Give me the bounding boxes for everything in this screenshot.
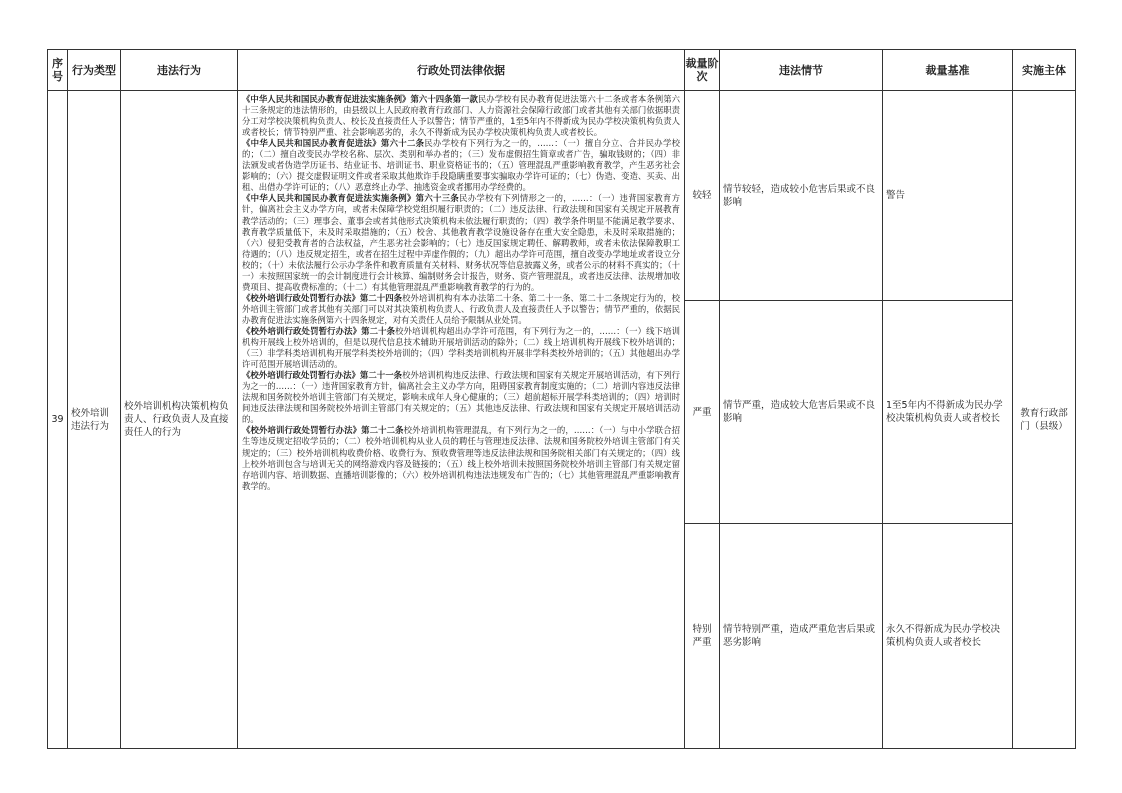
penalty-table (47, 49, 1076, 749)
subject-cell: 教育行政部门（县级） (1013, 91, 1076, 749)
seq-cell: 39 (48, 91, 68, 749)
circ-cell: 情节特别严重，造成严重危害后果或恶劣影响 (720, 524, 883, 749)
basis-item (242, 193, 680, 292)
circ-cell: 情节较轻，造成较小危害后果或不良影响 (720, 91, 883, 301)
basis-title: 《中华人民共和国民办教育促进法实施条例》第六十四条第一款 (242, 94, 478, 104)
basis-title: 《中华人民共和国民办教育促进法》第六十二条 (242, 138, 425, 149)
basis-title: 《校外培训行政处罚暂行办法》第二十二条 (242, 425, 404, 436)
circ-cell: 情节严重，造成较大危害后果或不良影响 (720, 301, 883, 524)
header-standard: 裁量基准 (883, 50, 1013, 91)
basis-text: 校外培训机构管理混乱，有下列行为之一的，……：（一）与中小学联合招生等违反规定招收学员的；（二）校外培训机构从业人员的聘任与管理违反法律、法规和国务院校外培训主管部门有关规定的；（三）校外培训机构收费价格、收费行为、预收费管理等违反法律法规和国务院相关部门有关规定的；（四）线上校外培训包含与培训无关的网络游戏内容及链接的；（五）线上校外培训未按照国务院校外培训主管部门有关规定留存培训内容、培训数据、直播培训影像的；（六）校外培训机构违法违规发布广告的；（七）其他管理混乱严重影响教育教学的。 (242, 425, 680, 491)
standard-cell: 警告 (883, 91, 1013, 301)
standard-cell: 1至5年内不得新成为民办学校决策机构负责人或者校长 (883, 301, 1013, 524)
header-level: 裁量阶次 (685, 50, 720, 91)
basis-title: 《校外培训行政处罚暂行办法》第二十条 (242, 325, 396, 336)
basis-item (242, 293, 680, 326)
act-cell: 校外培训机构决策机构负责人、行政负责人及直接责任人的行为 (121, 91, 238, 749)
basis-item (242, 370, 680, 425)
header-circ: 违法情节 (720, 50, 883, 91)
table-row (48, 91, 1076, 301)
header-act: 违法行为 (121, 50, 238, 91)
basis-text: 民办学校有下列行为之一的，……：（一）擅自分立、合并民办学校的；（二）擅自改变民办学校名称、层次、类别和举办者的；（三）发布虚假招生简章或者广告，骗取钱财的；（四）非法颁发或者伪造学历证书、结业证书、培训证书、职业资格证书的；（五）管理混乱严重影响教育教学，产生恶劣社会影响的；（六）提交虚假证明文件或者采取其他欺诈手段隐瞒重要事实骗取办学许可证的；（七）伪造、变造、买卖、出租、出借办学许可证的；（八）恶意终止办学、抽逃资金或者挪用办学经费的。 (242, 138, 681, 193)
basis-item (242, 326, 680, 370)
basis-cell (238, 91, 685, 749)
level-cell: 较轻 (685, 91, 720, 301)
header-row (48, 50, 1076, 91)
header-type: 行为类型 (68, 50, 121, 91)
basis-item (242, 425, 680, 491)
basis-item (242, 94, 680, 138)
type-cell: 校外培训违法行为 (68, 91, 121, 749)
basis-text: 民办学校有下列情形之一的，……：（一）违背国家教育方针，偏离社会主义办学方向，或者未保障学校党组织履行职责的；（二）违反法律、行政法规和国家有关规定开展教育教学活动的；（三）理事会、董事会或者其他形式决策机构未依法履行职责的；（四）教学条件明显不能满足教学要求、教育教学质量低下，未及时采取措施的；（五）校舍、其他教育教学设施设备存在重大安全隐患，未及时采取措施的；（六）侵犯受教育者的合法权益，产生恶劣社会影响的；（七）违反国家规定聘任、解聘教师，或者未依法保障教职工待遇的；（八）违反规定招生，或者在招生过程中弄虚作假的；（九）超出办学许可范围，擅自改变办学地址或者设立分校的；（十）未依法履行公示办学条件和教育质量有关材料、财务状况等信息披露义务，或者公示的材料不真实的；（十一）未按照国家统一的会计制度进行会计核算、编制财务会计报告，财务、资产管理混乱，或者违反法律、法规增加收费项目、提高收费标准的；（十二）有其他管理混乱严重影响教育教学的行为的。 (242, 193, 680, 292)
basis-text: 民办学校有民办教育促进法第六十二条或者本条例第六十三条规定的违法情形的，由县级以上人民政府教育行政部门、人力资源社会保障行政部门或者其他有关部门依据职责分工对学校决策机构负责人、校长及直接责任人予以警告；情节严重的，1至5年内不得新成为民办学校决策机构负责人或者校长；情节特别严重、社会影响恶劣的，永久不得新成为民办学校决策机构负责人或者校长。 (242, 94, 681, 138)
header-basis: 行政处罚法律依据 (238, 50, 685, 91)
header-subject: 实施主体 (1013, 50, 1076, 91)
standard-cell: 永久不得新成为民办学校决策机构负责人或者校长 (883, 524, 1013, 749)
level-cell: 特别严重 (685, 524, 720, 749)
basis-text: 校外培训机构有本办法第二十条、第二十一条、第二十二条规定行为的，校外培训主管部门或者其他有关部门可以对其决策机构负责人、行政负责人及直接责任人予以警告；情节严重的，依据民办教育促进法实施条例第六十四条规定，对有关责任人员给予限制从业处罚。 (242, 292, 681, 325)
basis-title: 《校外培训行政处罚暂行办法》第二十四条 (242, 292, 403, 303)
basis-item (242, 138, 680, 193)
level-cell: 严重 (685, 301, 720, 524)
basis-title: 《中华人民共和国民办教育促进法实施条例》第六十三条 (242, 193, 460, 204)
basis-text: 校外培训机构超出办学许可范围，有下列行为之一的，……：（一）线下培训机构开展线上校外培训的，但是以现代信息技术辅助开展培训活动的除外；（二）线上培训机构开展线下校外培训的；（三）非学科类培训机构开展学科类校外培训的；（四）学科类培训机构开展非学科类校外培训的；（五）其他超出办学许可范围开展培训活动的。 (242, 325, 680, 370)
header-seq: 序号 (48, 50, 68, 91)
basis-title: 《校外培训行政处罚暂行办法》第二十一条 (242, 370, 403, 381)
basis-text: 校外培训机构违反法律、行政法规和国家有关规定开展培训活动，有下列行为之一的……：（一）违背国家教育方针，偏离社会主义办学方向，阻碍国家教育制度实施的；（二）培训内容违反法律法规和国务院校外培训主管部门有关规定，影响未成年人身心健康的；（三）超前超标开展学科类培训的；（四）培训时间违反法律法规和国务院校外培训主管部门有关规定的；（五）其他违反法律、行政法规和国家有关规定开展培训活动的。 (242, 370, 681, 425)
